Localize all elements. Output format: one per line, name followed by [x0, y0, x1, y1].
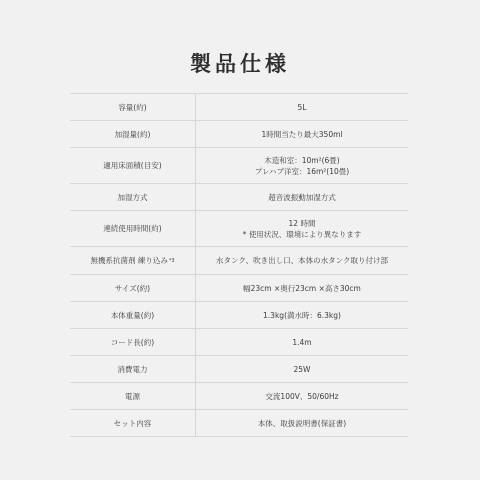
spec-value: 1時間当たり最大350ml: [261, 129, 343, 139]
spec-table: [70, 93, 408, 437]
spec-row-weight: [70, 301, 408, 328]
page-title: 製品仕様: [190, 52, 290, 76]
spec-value: 12 時間 * 使用状況、環境により異なります: [242, 218, 362, 239]
spec-value: 交流100V、50/60Hz: [265, 391, 339, 401]
spec-value: 1.4m: [292, 337, 312, 347]
spec-row-method: [70, 183, 408, 210]
spec-label: 電源: [70, 383, 196, 409]
spec-row-power-consumption: [70, 355, 408, 382]
spec-value: 幅23cm ×奥行23cm ×高さ30cm: [243, 283, 361, 293]
spec-row-continuous-use: [70, 210, 408, 246]
spec-label: 適用床面積(目安): [70, 148, 196, 183]
spec-label: 容量(約): [70, 94, 196, 120]
footnote-mark: *3: [168, 257, 175, 264]
spec-label: 加湿方式: [70, 184, 196, 210]
spec-row-capacity: [70, 93, 408, 120]
spec-value: 本体、取扱説明書(保証書): [257, 418, 347, 428]
spec-label: 本体重量(約): [70, 302, 196, 328]
spec-label: サイズ(約): [70, 275, 196, 301]
spec-label: 消費電力: [70, 356, 196, 382]
spec-value: 5L: [297, 102, 307, 112]
spec-label: 連続使用時間(約): [70, 211, 196, 246]
spec-label: セット内容: [70, 410, 196, 436]
spec-value: 水タンク、吹き出し口、本体の水タンク取り付け部: [216, 256, 388, 265]
spec-row-floor-area: [70, 147, 408, 183]
spec-row-size: [70, 274, 408, 301]
spec-row-cord-length: [70, 328, 408, 355]
spec-value: 木造和室：10m²(6畳) プレハブ洋室：16m²(10畳): [254, 155, 350, 176]
spec-row-humidification: [70, 120, 408, 147]
spec-row-contents: [70, 409, 408, 437]
spec-value: 25W: [293, 364, 311, 374]
spec-row-power-source: [70, 382, 408, 409]
spec-label: 無機系抗菌剤 練り込み *3: [70, 247, 196, 274]
spec-label: 加湿量(約): [70, 121, 196, 147]
spec-value: 超音波振動加湿方式: [268, 192, 336, 202]
spec-value: 1.3kg(満水時：6.3kg): [263, 310, 341, 320]
spec-label: コード長(約): [70, 329, 196, 355]
spec-row-antibacterial: [70, 246, 408, 274]
